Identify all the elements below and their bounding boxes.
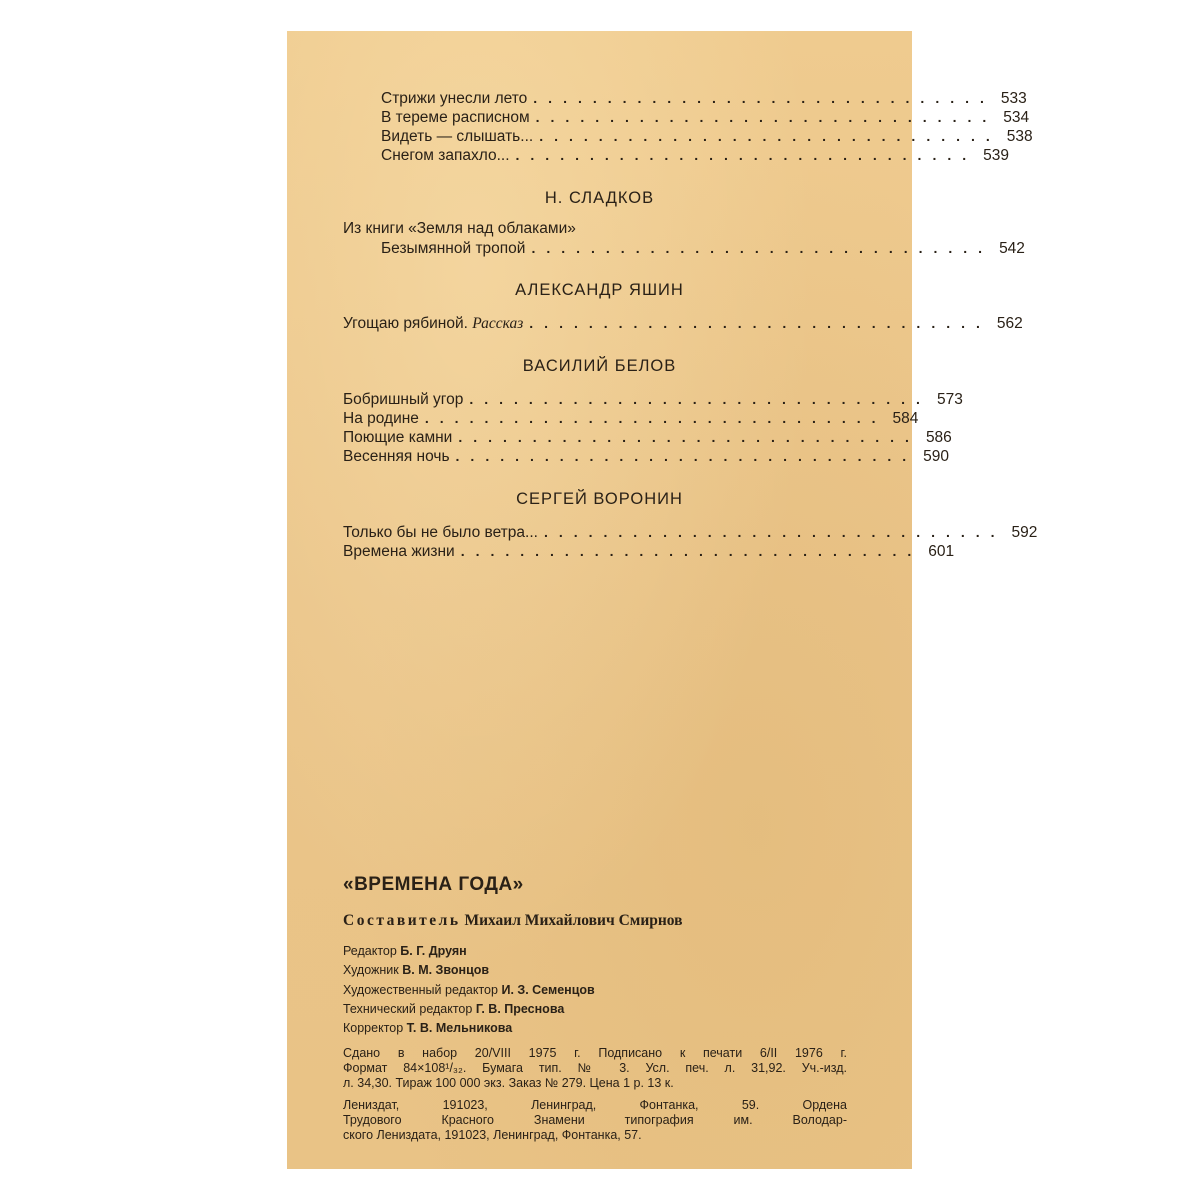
toc-entry-title: Снегом запахло... bbox=[381, 147, 510, 164]
toc-entry bbox=[343, 390, 963, 408]
book-title: «ВРЕМЕНА ГОДА» bbox=[343, 874, 524, 895]
credit-role: Художественный редактор bbox=[343, 983, 498, 997]
credit-line bbox=[343, 983, 595, 997]
credit-name: И. З. Семенцов bbox=[501, 983, 595, 997]
toc-entry bbox=[343, 314, 1023, 332]
book-page bbox=[287, 31, 1038, 1169]
toc-entry-page: 573 bbox=[936, 391, 963, 408]
leader-dots: ............................... bbox=[424, 410, 887, 426]
leader-dots: ............................... bbox=[469, 391, 931, 407]
leader-dots: ............................... bbox=[533, 90, 995, 106]
toc-entry bbox=[381, 89, 1027, 107]
toc-entry-page: 542 bbox=[999, 240, 1025, 257]
toc-entry-page: 601 bbox=[928, 543, 955, 560]
toc-entry bbox=[381, 127, 1033, 145]
toc-entry-page: 592 bbox=[1011, 524, 1038, 541]
credit-line bbox=[343, 1021, 512, 1035]
toc-entry bbox=[343, 428, 952, 446]
toc-entry-title: Времена жизни bbox=[343, 543, 455, 560]
leader-dots: ............................... bbox=[458, 429, 920, 445]
toc-entry-page: 590 bbox=[923, 448, 950, 465]
toc-entry bbox=[381, 239, 1025, 257]
credit-role: Художник bbox=[343, 963, 399, 977]
toc-entry-page: 586 bbox=[925, 429, 952, 446]
toc-entry bbox=[343, 542, 955, 560]
publisher-info-line: ского Лениздата, 191023, Ленинград, Фонтанка, 57. bbox=[343, 1128, 642, 1142]
toc-entry-genre: Рассказ bbox=[472, 315, 524, 332]
toc-entry bbox=[381, 146, 1009, 164]
print-info-line: л. 34,30. Тираж 100 000 экз. Заказ № 279. Цена 1 р. 13 к. bbox=[343, 1076, 674, 1090]
compiler-label: Составитель bbox=[343, 912, 461, 929]
publisher-info-line: Трудового Красного Знамени типография им. Володар- bbox=[343, 1113, 847, 1127]
credit-name: Б. Г. Друян bbox=[400, 944, 467, 958]
book-source-line: Из книги «Земля над облаками» bbox=[343, 220, 576, 237]
toc-entry-title: На родине bbox=[343, 410, 419, 427]
toc-entry-page: 538 bbox=[1006, 128, 1033, 145]
credit-role: Технический редактор bbox=[343, 1002, 473, 1016]
credit-line bbox=[343, 1002, 564, 1016]
publisher-info-line: Лениздат, 191023, Ленинград, Фонтанка, 59. Ордена bbox=[343, 1098, 847, 1112]
author-heading: Н. СЛАДКОВ bbox=[544, 189, 655, 207]
toc-entry bbox=[343, 447, 950, 465]
toc-entry bbox=[343, 409, 919, 427]
credit-name: Т. В. Мельникова bbox=[406, 1021, 513, 1035]
toc-entry-title: Поющие камни bbox=[343, 429, 453, 446]
toc-entry-title: В тереме расписном bbox=[381, 109, 530, 126]
toc-entry-title: Видеть — слышать... bbox=[381, 128, 534, 145]
toc-entry bbox=[343, 523, 1038, 541]
toc-entry-page: 539 bbox=[983, 147, 1009, 164]
leader-dots: ............................... bbox=[460, 543, 923, 559]
print-info bbox=[343, 1046, 847, 1091]
leader-dots: ............................... bbox=[529, 315, 991, 331]
toc-entry-page: 584 bbox=[892, 410, 919, 427]
leader-dots: ............................... bbox=[535, 109, 998, 125]
toc-entry-page: 533 bbox=[1000, 90, 1027, 107]
credit-line bbox=[343, 944, 467, 958]
compiler-line bbox=[343, 912, 683, 930]
toc-entry-title bbox=[343, 315, 523, 333]
toc-entry bbox=[381, 108, 1030, 126]
compiler-name: Михаил Михайлович Смирнов bbox=[464, 912, 683, 929]
leader-dots: ............................... bbox=[531, 240, 994, 256]
toc-entry-title: Стрижи унесли лето bbox=[381, 90, 528, 107]
print-info-line: Формат 84×108¹/₃₂. Бумага тип. № 3. Усл. печ. л. 31,92. Уч.-изд. bbox=[343, 1061, 847, 1075]
toc-entry-page: 534 bbox=[1003, 109, 1030, 126]
author-heading: АЛЕКСАНДР ЯШИН bbox=[515, 281, 684, 299]
author-heading: ВАСИЛИЙ БЕЛОВ bbox=[522, 357, 677, 375]
publisher-info bbox=[343, 1098, 847, 1143]
leader-dots: ............................... bbox=[543, 524, 1006, 540]
credit-line bbox=[343, 963, 489, 977]
toc-entry-title: Весенняя ночь bbox=[343, 448, 450, 465]
author-heading: СЕРГЕЙ ВОРОНИН bbox=[516, 490, 683, 508]
toc-entry-title: Только бы не было ветра... bbox=[343, 524, 538, 541]
credit-role: Редактор bbox=[343, 944, 397, 958]
credit-name: В. М. Звонцов bbox=[402, 963, 490, 977]
leader-dots: ............................... bbox=[539, 128, 1001, 144]
leader-dots: ............................... bbox=[515, 147, 978, 163]
credit-role: Корректор bbox=[343, 1021, 404, 1035]
print-info-line: Сдано в набор 20/VIII 1975 г. Подписано к печати 6/II 1976 г. bbox=[343, 1046, 847, 1060]
leader-dots: ............................... bbox=[455, 448, 918, 464]
toc-entry-title: Безымянной тропой bbox=[381, 240, 526, 257]
toc-entry-page: 562 bbox=[996, 315, 1023, 332]
toc-entry-title: Бобришный угор bbox=[343, 391, 464, 408]
toc-entry-title-text: Угощаю рябиной. bbox=[343, 315, 468, 332]
credit-name: Г. В. Преснова bbox=[475, 1002, 565, 1016]
